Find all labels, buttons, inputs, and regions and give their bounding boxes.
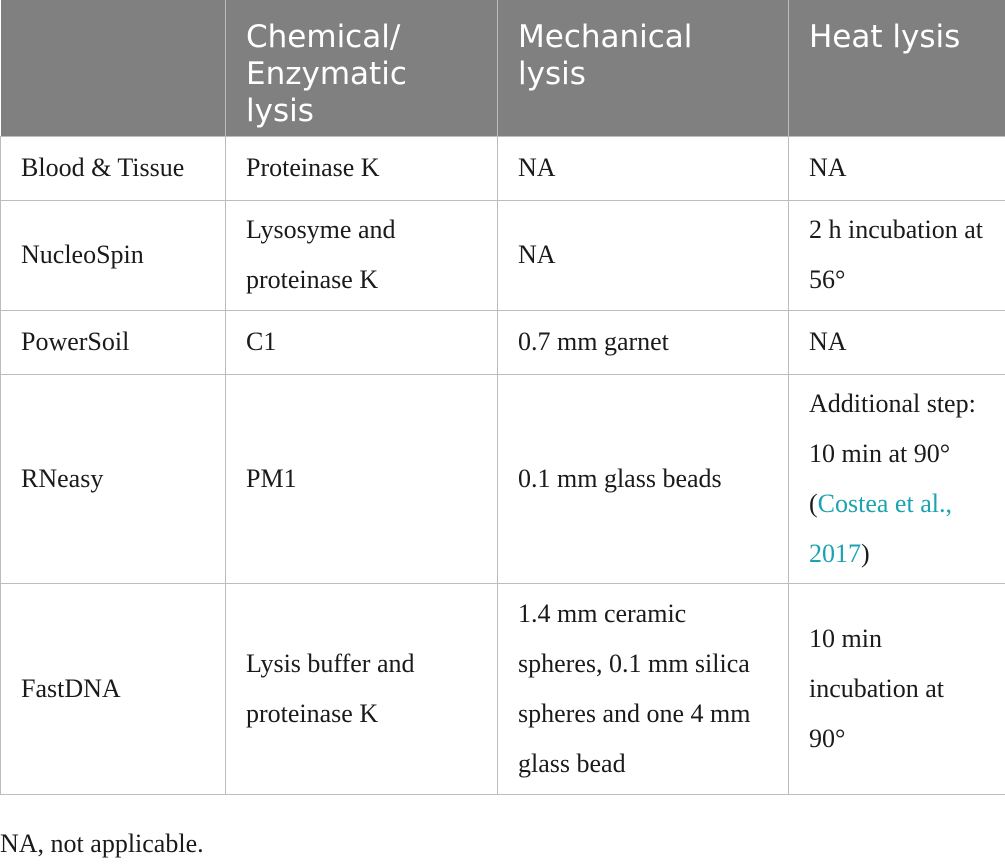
chemical-cell: Lysosyme and proteinase K	[226, 200, 498, 310]
kit-cell: Blood & Tissue	[1, 136, 226, 200]
chemical-cell: PM1	[226, 374, 498, 583]
chemical-cell: Lysis buffer and proteinase K	[226, 583, 498, 794]
mechanical-cell: 0.7 mm garnet	[498, 310, 789, 374]
heat-text-suffix: )	[861, 539, 870, 568]
citation-link[interactable]: Costea et al., 2017	[809, 489, 952, 568]
chemical-cell: C1	[226, 310, 498, 374]
table-row	[1, 136, 1005, 200]
header-chemical-enzymatic-lysis: Chemical/ Enzymatic lysis	[226, 0, 498, 136]
mechanical-cell: NA	[498, 136, 789, 200]
header-row	[1, 0, 1005, 136]
heat-cell: NA	[789, 310, 1005, 374]
heat-cell: 10 min incubation at 90°	[789, 583, 1005, 794]
table-row	[1, 310, 1005, 374]
mechanical-cell: 1.4 mm ceramic spheres, 0.1 mm silica spheres and one 4 mm glass bead	[498, 583, 789, 794]
kit-cell: RNeasy	[1, 374, 226, 583]
table-row	[1, 374, 1005, 583]
kit-cell: FastDNA	[1, 583, 226, 794]
kit-cell: NucleoSpin	[1, 200, 226, 310]
heat-text: Additional step: 10 min at 90° (	[809, 389, 976, 518]
table-row	[1, 583, 1005, 794]
table-footnote: NA, not applicable.	[0, 822, 204, 866]
header-heat-lysis: Heat lysis	[789, 0, 1005, 136]
heat-cell: 2 h incubation at 56°	[789, 200, 1005, 310]
mechanical-cell: NA	[498, 200, 789, 310]
header-mechanical-lysis: Mechanical lysis	[498, 0, 789, 136]
heat-cell: NA	[789, 136, 1005, 200]
table-row	[1, 200, 1005, 310]
mechanical-cell: 0.1 mm glass beads	[498, 374, 789, 583]
heat-cell	[789, 374, 1005, 583]
header-kit	[1, 0, 226, 136]
chemical-cell: Proteinase K	[226, 136, 498, 200]
kit-cell: PowerSoil	[1, 310, 226, 374]
